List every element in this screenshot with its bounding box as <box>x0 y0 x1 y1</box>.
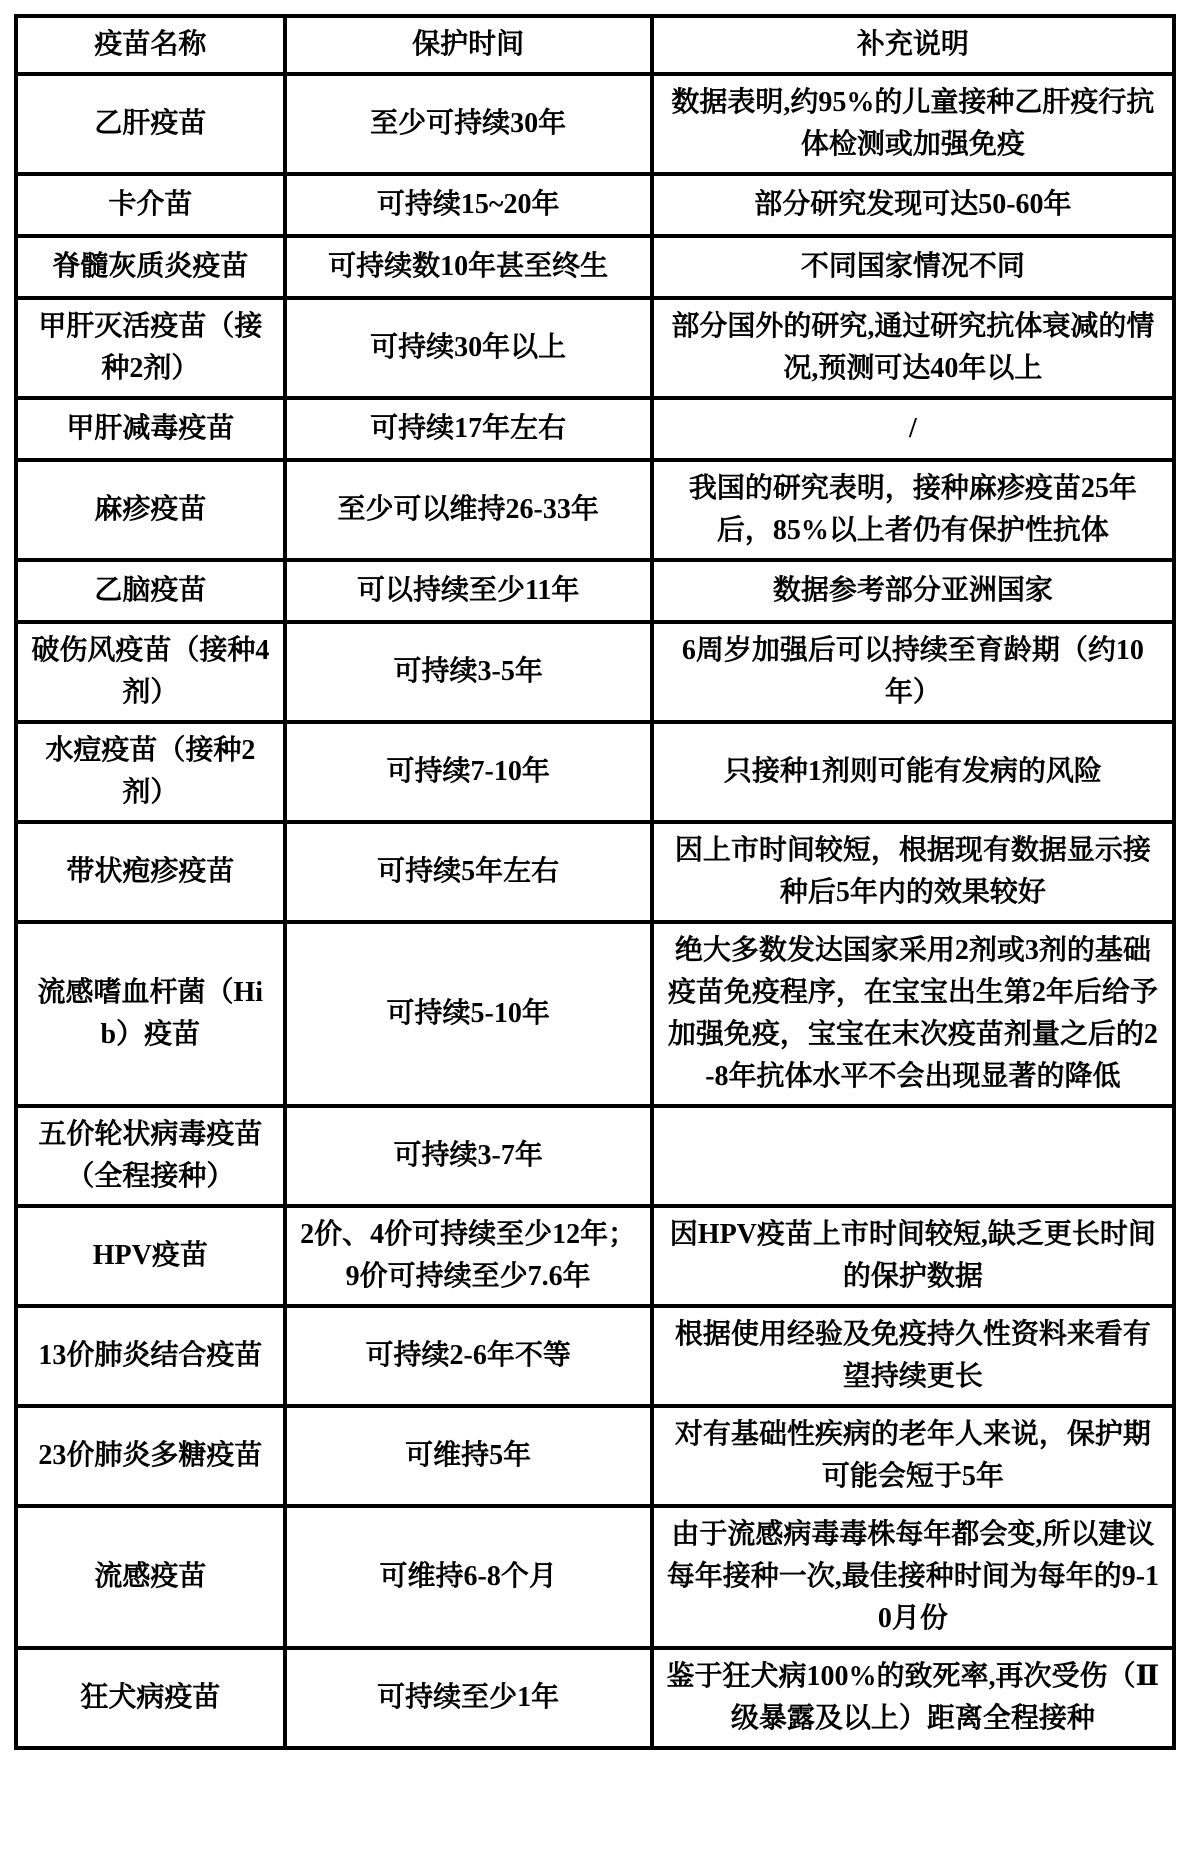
note-cell: 部分国外的研究,通过研究抗体衰减的情况,预测可达40年以上 <box>652 298 1174 398</box>
note-cell: 因HPV疫苗上市时间较短,缺乏更长时间的保护数据 <box>652 1206 1174 1306</box>
vaccine-name-cell: 23价肺炎多糖疫苗 <box>16 1406 285 1506</box>
duration-cell: 可以持续至少11年 <box>285 560 652 622</box>
column-header-protection-duration: 保护时间 <box>285 16 652 74</box>
vaccine-name-cell: 13价肺炎结合疫苗 <box>16 1306 285 1406</box>
table-row <box>16 174 1174 236</box>
vaccine-name-cell: 脊髓灰质炎疫苗 <box>16 236 285 298</box>
vaccine-name-cell: 乙肝疫苗 <box>16 74 285 174</box>
duration-cell: 2价、4价可持续至少12年；9价可持续至少7.6年 <box>285 1206 652 1306</box>
column-header-vaccine-name: 疫苗名称 <box>16 16 285 74</box>
vaccine-name-cell: 水痘疫苗（接种2剂） <box>16 722 285 822</box>
note-cell: 只接种1剂则可能有发病的风险 <box>652 722 1174 822</box>
duration-cell: 至少可以维持26-33年 <box>285 460 652 560</box>
table-header-row <box>16 16 1174 74</box>
note-cell: 6周岁加强后可以持续至育龄期（约10年） <box>652 622 1174 722</box>
duration-cell: 至少可持续30年 <box>285 74 652 174</box>
vaccine-name-cell: 卡介苗 <box>16 174 285 236</box>
duration-cell: 可维持6-8个月 <box>285 1506 652 1648</box>
note-cell: 因上市时间较短，根据现有数据显示接种后5年内的效果较好 <box>652 822 1174 922</box>
duration-cell: 可持续5年左右 <box>285 822 652 922</box>
table-row <box>16 1506 1174 1648</box>
table-row <box>16 1306 1174 1406</box>
vaccine-name-cell: HPV疫苗 <box>16 1206 285 1306</box>
table-row <box>16 722 1174 822</box>
table-row <box>16 1406 1174 1506</box>
vaccine-name-cell: 麻疹疫苗 <box>16 460 285 560</box>
table-row <box>16 236 1174 298</box>
note-cell: / <box>652 398 1174 460</box>
duration-cell: 可持续30年以上 <box>285 298 652 398</box>
vaccine-name-cell: 五价轮状病毒疫苗（全程接种） <box>16 1106 285 1206</box>
vaccine-name-cell: 流感嗜血杆菌（Hib）疫苗 <box>16 922 285 1106</box>
note-cell: 绝大多数发达国家采用2剂或3剂的基础疫苗免疫程序，在宝宝出生第2年后给予加强免疫，宝宝在末次疫苗剂量之后的2-8年抗体水平不会出现显著的降低 <box>652 922 1174 1106</box>
vaccine-name-cell: 带状疱疹疫苗 <box>16 822 285 922</box>
duration-cell: 可持续17年左右 <box>285 398 652 460</box>
vaccine-name-cell: 甲肝减毒疫苗 <box>16 398 285 460</box>
table-row <box>16 460 1174 560</box>
vaccine-name-cell: 流感疫苗 <box>16 1506 285 1648</box>
duration-cell: 可持续2-6年不等 <box>285 1306 652 1406</box>
table-row <box>16 822 1174 922</box>
note-cell: 数据表明,约95%的儿童接种乙肝疫行抗体检测或加强免疫 <box>652 74 1174 174</box>
duration-cell: 可持续7-10年 <box>285 722 652 822</box>
duration-cell: 可持续3-7年 <box>285 1106 652 1206</box>
column-header-supplementary-note: 补充说明 <box>652 16 1174 74</box>
note-cell <box>652 1106 1174 1206</box>
table-row <box>16 298 1174 398</box>
vaccine-name-cell: 破伤风疫苗（接种4剂） <box>16 622 285 722</box>
duration-cell: 可持续5-10年 <box>285 922 652 1106</box>
vaccine-name-cell: 乙脑疫苗 <box>16 560 285 622</box>
note-cell: 我国的研究表明，接种麻疹疫苗25年后，85%以上者仍有保护性抗体 <box>652 460 1174 560</box>
note-cell: 数据参考部分亚洲国家 <box>652 560 1174 622</box>
table-row <box>16 1106 1174 1206</box>
table-row <box>16 922 1174 1106</box>
duration-cell: 可持续15~20年 <box>285 174 652 236</box>
note-cell: 由于流感病毒毒株每年都会变,所以建议每年接种一次,最佳接种时间为每年的9-10月份 <box>652 1506 1174 1648</box>
vaccine-name-cell: 狂犬病疫苗 <box>16 1648 285 1748</box>
table-row <box>16 560 1174 622</box>
vaccine-name-cell: 甲肝灭活疫苗（接种2剂） <box>16 298 285 398</box>
note-cell: 对有基础性疾病的老年人来说，保护期可能会短于5年 <box>652 1406 1174 1506</box>
note-cell: 部分研究发现可达50-60年 <box>652 174 1174 236</box>
table-row <box>16 622 1174 722</box>
note-cell: 根据使用经验及免疫持久性资料来看有望持续更长 <box>652 1306 1174 1406</box>
note-cell: 鉴于狂犬病100%的致死率,再次受伤（Ⅱ级暴露及以上）距离全程接种 <box>652 1648 1174 1748</box>
table-row <box>16 1648 1174 1748</box>
duration-cell: 可维持5年 <box>285 1406 652 1506</box>
vaccine-duration-table <box>14 14 1176 1750</box>
note-cell: 不同国家情况不同 <box>652 236 1174 298</box>
table-row <box>16 1206 1174 1306</box>
duration-cell: 可持续3-5年 <box>285 622 652 722</box>
table-row <box>16 398 1174 460</box>
table-row <box>16 74 1174 174</box>
duration-cell: 可持续数10年甚至终生 <box>285 236 652 298</box>
duration-cell: 可持续至少1年 <box>285 1648 652 1748</box>
